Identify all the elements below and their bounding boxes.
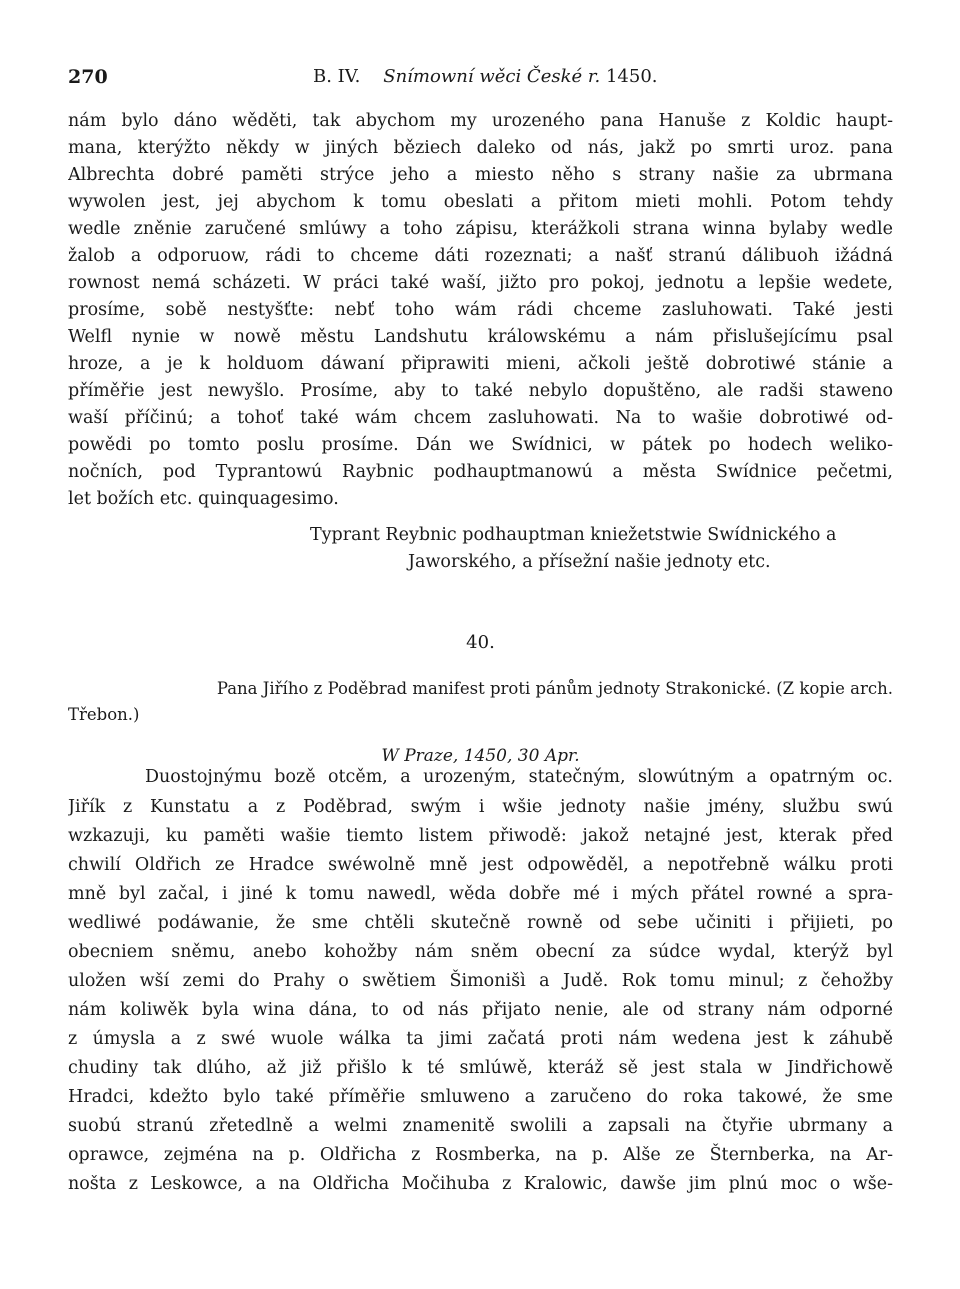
letter-line: mana, kterýžto někdy w jiných běziech daleko od nás, jakž po smrti uroz. pana xyxy=(68,138,893,158)
manifest-line: suobú stranú zřetedlně a welmi znamenitě swolili a zapsali na čtyřie ubrmany a xyxy=(68,1116,893,1136)
manifest-line: z úmysla a z swé wuole wálka ta jimi začatá proti nám wedena jest k záhubě xyxy=(68,1029,893,1049)
letter-line: hroze, a je k holduom dáwaní připrawiti mieni, ačkoli ještě dobrotiwé stánie a xyxy=(68,354,893,374)
letter-line: powědi po tomto poslu prosíme. Dán we Swídnici, w pátek po hodech weliko- xyxy=(68,435,893,455)
letter-line: wywolen jest, jej abychom k tomu obeslati a přitom mieti mohli. Potom tehdy xyxy=(68,192,893,212)
manifest-line: mně byl začal, i jiné k tomu nawedl, wěda dobře mé i mých přátel rowné a spra- xyxy=(68,884,893,904)
letter-line: Welfl nynie w nowě městu Landshutu králowskému a nám přislušejícímu psal xyxy=(68,327,893,347)
letter-line: waší příčinú; a tohoť také wám chcem zasluhowati. Na to wašie dobrotiwé od- xyxy=(68,408,893,428)
document-heading-continued: Třebon.) xyxy=(68,705,140,724)
manifest-line: uložen wší zemi do Prahy o swětiem Šimonišì a Judě. Rok tomu minul; z čehožby xyxy=(68,971,893,991)
manifest-line: wzkazuji, ku paměti wašie tiemto listem přiwodě: jakož netajné jest, kterak před xyxy=(68,826,893,846)
page-number: 270 xyxy=(68,66,108,88)
letter-line: wedle zněnie zaručené smlúwy a toho zápisu, kterážkoli strana winna bylaby wedle xyxy=(68,219,893,239)
running-part: B. IV. xyxy=(313,66,361,87)
manifest-line: wedliwé podáwanie, že sme chtěli skutečně rowně od sebe učiniti i přijieti, po xyxy=(68,913,893,933)
running-head xyxy=(313,66,658,87)
letter-line: rownost nemá scházeti. W práci také waší, jižto pro pokoj, jednotu a lepšie wedete, xyxy=(68,273,893,293)
running-title: Snímowní wěci České r. xyxy=(383,66,601,87)
running-year: 1450. xyxy=(605,66,658,87)
signature-line: Jaworského, a přísežní našie jednoty etc. xyxy=(408,552,771,572)
letter-line: prosíme, sobě nestyšťte: nebť toho wám rádi chceme zasluhowati. Také jesti xyxy=(68,300,893,320)
letter-line: příměřie jest newyšlo. Prosíme, aby to také nebylo dopuštěno, ale radši staweno xyxy=(68,381,893,401)
manifest-line: obecniem sněmu, anebo kohožby nám sněm obecní za súdce wydal, kterýž byl xyxy=(68,942,893,962)
letter-line: žalob a odporuow, rádi to chceme dáti rozeznati; a našť stranú dálibuoh ižádná xyxy=(68,246,893,266)
letter-line: let božích etc. quinquagesimo. xyxy=(68,489,339,509)
document-date: W Praze, 1450, 30 Apr. xyxy=(381,746,580,766)
letter-line: nám bylo dáno wěděti, tak abychom my urozeného pana Hanuše z Koldic haupt- xyxy=(68,111,893,131)
document-number: 40. xyxy=(466,632,495,653)
manifest-line: Jiřík z Kunstatu a z Poděbrad, swým i wšie jednoty našie jmény, službu swú xyxy=(68,797,893,817)
manifest-line: chwilí Oldřich ze Hradce swéwolně mně jest odpowěděl, a nepotřebně wálku proti xyxy=(68,855,893,875)
manifest-line: nám koliwěk byla wina dána, to od nás přijato nenie, ale od strany nám odporné xyxy=(68,1000,893,1020)
page-header xyxy=(68,66,898,96)
manifest-line: oprawce, zejména na p. Oldřicha z Rosmberka, na p. Alše ze Šternberka, na Ar- xyxy=(68,1145,893,1165)
document-heading: Pana Jiřího z Poděbrad manifest proti pánům jednoty Strakonické. (Z kopie arch. xyxy=(216,679,893,698)
manifest-line: nošta z Leskowce, a na Oldřicha Močihuba z Kralowic, dawše jim plnú moc o wše- xyxy=(68,1174,893,1194)
manifest-line: Hradci, kdežto bylo také příměřie smluweno a zaručeno do roka takowé, že sme xyxy=(68,1087,893,1107)
manifest-line: chudiny tak dlúho, až již přišlo k té smlúwě, kteráž sě jest stala w Jindřichowě xyxy=(68,1058,893,1078)
letter-line: Albrechta dobré paměti strýce jeho a miesto něho s strany našie za ubrmana xyxy=(68,165,893,185)
manifest-line: Duostojnýmu bozě otcěm, a urozeným, statečným, slowútným a opatrným oc. xyxy=(145,767,893,787)
letter-line: nočních, pod Typrantowú Raybnic podhauptmanowú a města Swídnice pečetmi, xyxy=(68,462,893,482)
signature-line: Typrant Reybnic podhauptman kniežetstwie Swídnického a xyxy=(310,525,837,545)
